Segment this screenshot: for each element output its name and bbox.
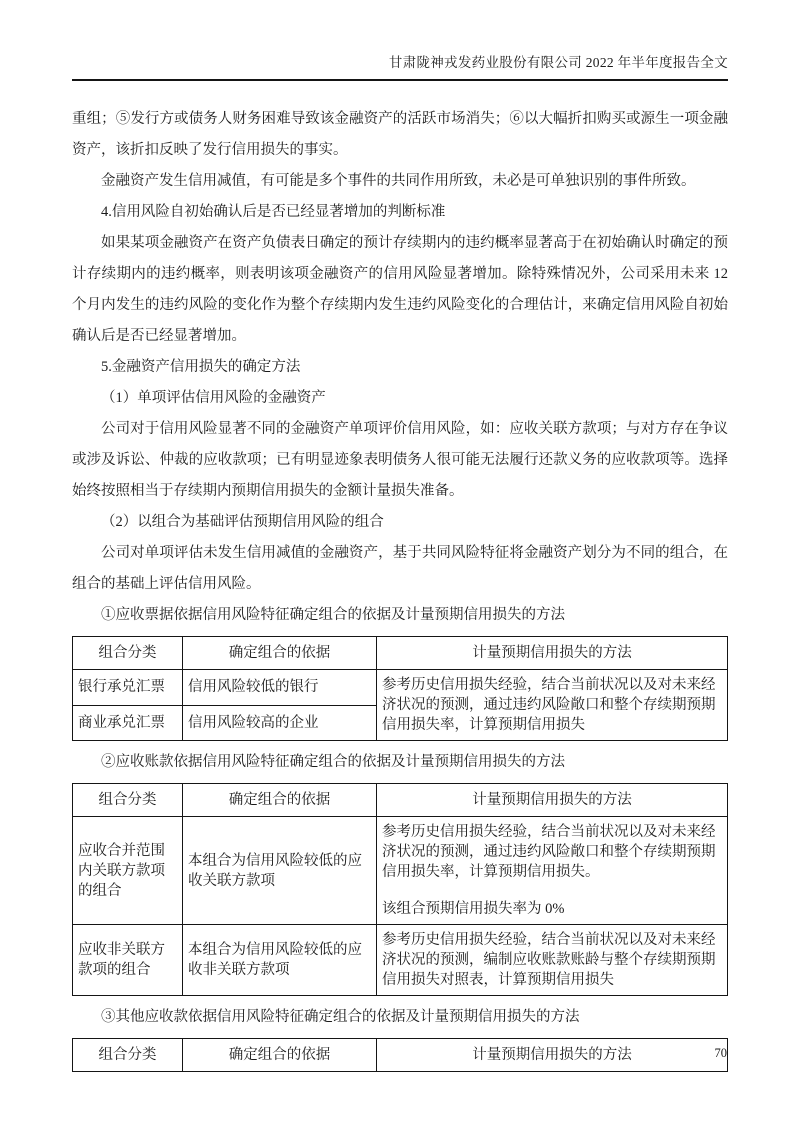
page-number: 70 [714, 1046, 727, 1060]
table-caption-accounts-receivable: ②应收账款依据信用风险特征确定组合的依据及计量预期信用损失的方法 [101, 754, 565, 770]
paragraph: 如果某项金融资产在资产负债表日确定的预计存续期内的违约概率显著高于在初始确认时确定的预计存续期内的违约概率，则表明该项金融资产的信用风险显著增加。除特殊情况外，公司采用未来 12 个月内发生的违约风险的变化作为整个存续期内发生违约风险变化的合理估计，来确定信用风险自初始确认后是否已经显著增加。 [72, 235, 728, 344]
column-header-method: 计量预期信用损失的方法 [377, 637, 728, 670]
paragraph: 公司对于信用风险显著不同的金融资产单项评价信用风险，如：应收关联方款项；与对方存在争议或涉及诉讼、仲裁的应收款项；已有明显迹象表明债务人很可能无法履行还款义务的应收款项等。选择始终按照相当于存续期内预期信用损失的金额计量损失准备。 [72, 421, 728, 499]
cell-category: 银行承兑汇票 [73, 670, 183, 706]
cell-basis: 信用风险较低的银行 [183, 670, 377, 706]
table-row [73, 670, 728, 706]
section-heading-4: 4.信用风险自初始确认后是否已经显著增加的判断标准 [101, 204, 446, 220]
cell-basis: 本组合为信用风险较低的应收关联方款项 [183, 817, 377, 925]
table-header-row [73, 1039, 728, 1072]
bills-receivable-table [72, 636, 728, 741]
column-header-basis: 确定组合的依据 [183, 637, 377, 670]
cell-method-merged: 参考历史信用损失经验，结合当前状况以及对未来经济状况的预测，通过违约风险敞口和整个存续期预期信用损失率，计算预期信用损失 [377, 670, 728, 741]
column-header-category: 组合分类 [73, 1039, 183, 1072]
table-header-row [73, 784, 728, 817]
column-header-category: 组合分类 [73, 784, 183, 817]
cell-category: 应收非关联方款项的组合 [73, 925, 183, 996]
column-header-category: 组合分类 [73, 637, 183, 670]
accounts-receivable-table [72, 783, 728, 996]
column-header-method: 计量预期信用损失的方法 [377, 1039, 728, 1072]
section-heading-5: 5.金融资产信用损失的确定方法 [101, 359, 301, 375]
paragraph: 公司对单项评估未发生信用减值的金融资产，基于共同风险特征将金融资产划分为不同的组合，在组合的基础上评估信用风险。 [72, 545, 728, 592]
paragraph: 重组；⑤发行方或债务人财务困难导致该金融资产的活跃市场消失；⑥以大幅折扣购买或源生一项金融资产，该折扣反映了发行信用损失的事实。 [72, 111, 728, 158]
method-gap [382, 882, 722, 899]
cell-category: 商业承兑汇票 [73, 705, 183, 741]
table-caption-other-receivables: ③其他应收款依据信用风险特征确定组合的依据及计量预期信用损失的方法 [101, 1009, 580, 1025]
table-row [73, 925, 728, 996]
table-row [73, 817, 728, 925]
cell-basis: 信用风险较高的企业 [183, 705, 377, 741]
paragraph: 金融资产发生信用减值，有可能是多个事件的共同作用所致，未必是可单独识别的事件所致。 [101, 173, 696, 189]
column-header-basis: 确定组合的依据 [183, 784, 377, 817]
table-caption-bills-receivable: ①应收票据依据信用风险特征确定组合的依据及计量预期信用损失的方法 [101, 607, 565, 623]
method-text: 参考历史信用损失经验，结合当前状况以及对未来经济状况的预测，通过违约风险敞口和整个存续期预期信用损失率，计算预期信用损失。 [382, 824, 716, 880]
column-header-method: 计量预期信用损失的方法 [377, 784, 728, 817]
method-loss-rate-note: 该组合预期信用损失率为 0% [382, 901, 565, 917]
document-body [72, 104, 728, 1072]
cell-method [377, 817, 728, 925]
other-receivables-table [72, 1038, 728, 1072]
column-header-basis: 确定组合的依据 [183, 1039, 377, 1072]
subsection-heading-2: （2）以组合为基础评估预期信用风险的组合 [101, 514, 384, 530]
subsection-heading-1: （1）单项评估信用风险的金融资产 [101, 390, 326, 406]
report-header: 甘肃陇神戎发药业股份有限公司 2022 年半年度报告全文 [72, 54, 728, 81]
cell-basis: 本组合为信用风险较低的应收非关联方款项 [183, 925, 377, 996]
cell-category: 应收合并范围内关联方款项的组合 [73, 817, 183, 925]
cell-method: 参考历史信用损失经验，结合当前状况以及对未来经济状况的预测，编制应收账款账龄与整个存续期预期信用损失对照表，计算预期信用损失 [377, 925, 728, 996]
table-header-row [73, 637, 728, 670]
